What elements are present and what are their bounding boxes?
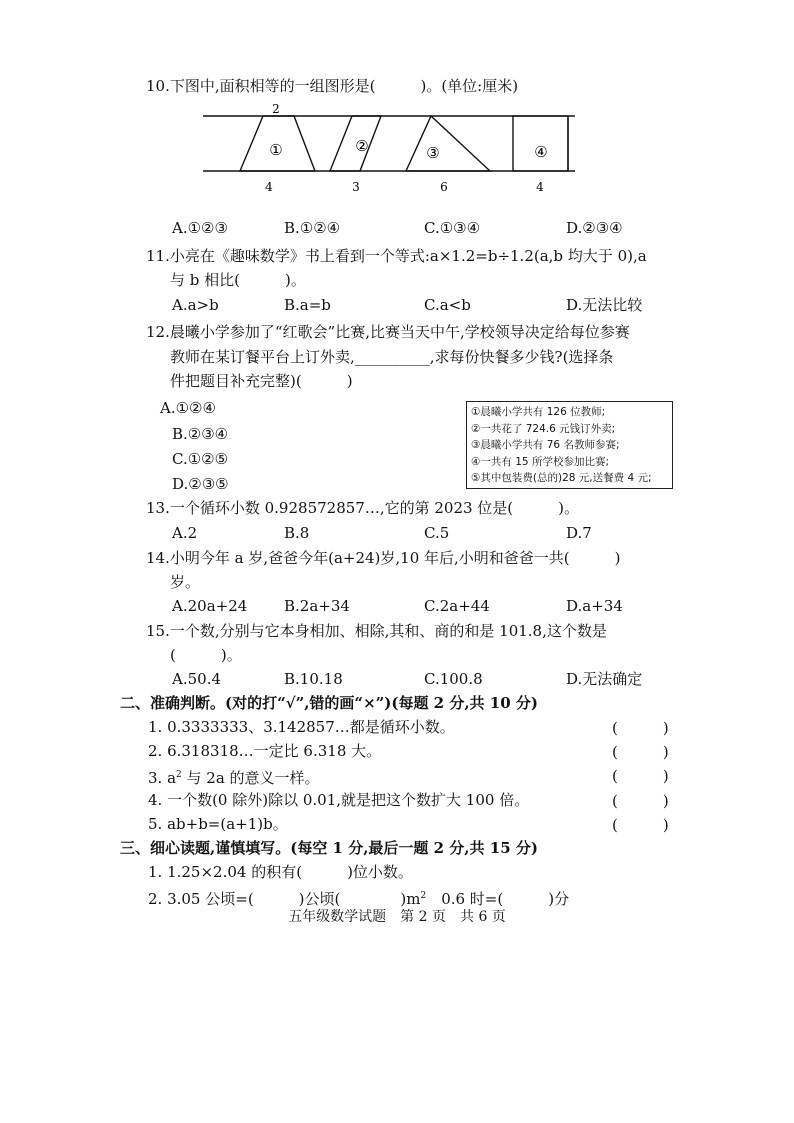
base-label-2: 3: [352, 180, 360, 194]
q14-option-c[interactable]: C.2a+44: [424, 597, 490, 615]
q12-option-d[interactable]: D.②③⑤: [172, 475, 229, 493]
page-footer: 五年级数学试题 第 2 页 共 6 页: [288, 909, 506, 925]
condition-2: ②一共花了 724.6 元钱订外卖;: [471, 422, 616, 435]
judge-answer-4[interactable]: ( ): [612, 792, 669, 810]
unit-exponent: 2: [420, 891, 427, 901]
fill-item-2-part2: 0.6 时=( )分: [426, 890, 570, 908]
exponent: 2: [176, 770, 182, 780]
judge-answer-1[interactable]: ( ): [612, 719, 669, 737]
q10-stem: 10.下图中,面积相等的一组图形是( )。(单位:厘米): [146, 77, 519, 95]
judge-item-4: 4. 一个数(0 除外)除以 0.01,就是把这个数扩大 100 倍。: [148, 791, 530, 809]
section-2-heading: 二、准确判断。(对的打“√”,错的画“×”)(每题 2 分,共 10 分): [120, 694, 538, 712]
condition-4: ④一共有 15 所学校参加比赛;: [471, 455, 609, 468]
base-label-3: 6: [440, 180, 448, 194]
fill-item-1[interactable]: 1. 1.25×2.04 的积有( )位小数。: [148, 863, 413, 881]
q15-option-c[interactable]: C.100.8: [424, 670, 483, 688]
q14-option-a[interactable]: A.20a+24: [172, 597, 248, 615]
q11-option-a[interactable]: A.a>b: [172, 296, 219, 314]
q10-option-d[interactable]: D.②③④: [566, 219, 623, 237]
judge-answer-2[interactable]: ( ): [612, 743, 669, 761]
judge-item-3-start: 3. a: [148, 769, 177, 787]
base-label-4: 4: [536, 180, 544, 194]
q11-option-c[interactable]: C.a<b: [424, 296, 471, 314]
judge-item-2: 2. 6.318318…一定比 6.318 大。: [148, 742, 382, 760]
judge-item-3: [148, 765, 320, 788]
q12-stem-line2: 教师在某订餐平台上订外卖,__________,求每份快餐多少钱?(选择条: [170, 348, 614, 366]
q12-conditions-box: [466, 401, 673, 489]
q13-option-a[interactable]: A.2: [172, 524, 198, 542]
base-label-1: 4: [265, 180, 273, 194]
q10-option-a[interactable]: A.①②③: [172, 219, 228, 237]
judge-answer-5[interactable]: ( ): [612, 816, 669, 834]
q11-option-b[interactable]: B.a=b: [284, 296, 331, 314]
q12-stem-line1: 12.晨曦小学参加了“红歌会”比赛,比赛当天中午,学校领导决定给每位参赛: [146, 323, 630, 341]
shape-label-4: ④: [534, 143, 548, 161]
q10-option-b[interactable]: B.①②④: [284, 219, 341, 237]
q12-option-c[interactable]: C.①②⑤: [172, 450, 229, 468]
q15-stem-line1: 15.一个数,分别与它本身相加、相除,其和、商的和是 101.8,这个数是: [146, 622, 607, 640]
q13-option-d[interactable]: D.7: [566, 524, 592, 542]
q14-stem-line1: 14.小明今年 a 岁,爸爸今年(a+24)岁,10 年后,小明和爸爸一共( ): [146, 549, 621, 567]
shape-label-1: ①: [269, 141, 283, 159]
section-3-heading: 三、细心读题,谨慎填写。(每空 1 分,最后一题 2 分,共 15 分): [120, 839, 538, 857]
q12-option-b[interactable]: B.②③④: [172, 425, 229, 443]
q12-stem-line3: 件把题目补充完整)( ): [170, 372, 353, 390]
q14-option-b[interactable]: B.2a+34: [284, 597, 350, 615]
q11-option-d[interactable]: D.无法比较: [566, 296, 643, 314]
q12-option-a[interactable]: A.①②④: [160, 399, 216, 417]
q10-option-c[interactable]: C.①③④: [424, 219, 481, 237]
q13-stem: 13.一个循环小数 0.928572857…,它的第 2023 位是( )。: [146, 499, 580, 517]
q11-stem-line1: 11.小亮在《趣味数学》书上看到一个等式:a×1.2=b÷1.2(a,b 均大于 0),a: [146, 247, 647, 265]
q15-option-d[interactable]: D.无法确定: [566, 670, 643, 688]
judge-item-3-end: 与 2a 的意义一样。: [181, 769, 320, 787]
top-dimension-label: 2: [272, 102, 280, 116]
q14-stem-line2: 岁。: [170, 573, 201, 591]
judge-item-1: 1. 0.3333333、3.142857…都是循环小数。: [148, 718, 455, 736]
q14-option-d[interactable]: D.a+34: [566, 597, 623, 615]
q13-option-b[interactable]: B.8: [284, 524, 310, 542]
q13-option-c[interactable]: C.5: [424, 524, 450, 542]
shape-label-3: ③: [426, 144, 440, 162]
condition-3: ③晨曦小学共有 76 名教师参赛;: [471, 439, 620, 451]
q15-stem-line2: ( )。: [170, 646, 242, 664]
shape-label-2: ②: [355, 137, 369, 155]
q15-option-b[interactable]: B.10.18: [284, 670, 343, 688]
judge-item-5: 5. ab+b=(a+1)b。: [148, 815, 288, 833]
judge-answer-3[interactable]: ( ): [612, 767, 669, 785]
q11-stem-line2: 与 b 相比( )。: [170, 271, 306, 289]
fill-item-2-part1: 2. 3.05 公顷=( )公顷( )m: [148, 890, 421, 908]
condition-5: ⑤其中包装费(总的)28 元,送餐费 4 元;: [471, 472, 652, 484]
condition-1: ①晨曦小学共有 126 位教师;: [471, 406, 606, 418]
q15-option-a[interactable]: A.50.4: [172, 670, 221, 688]
shape-3-triangle: [406, 116, 490, 171]
